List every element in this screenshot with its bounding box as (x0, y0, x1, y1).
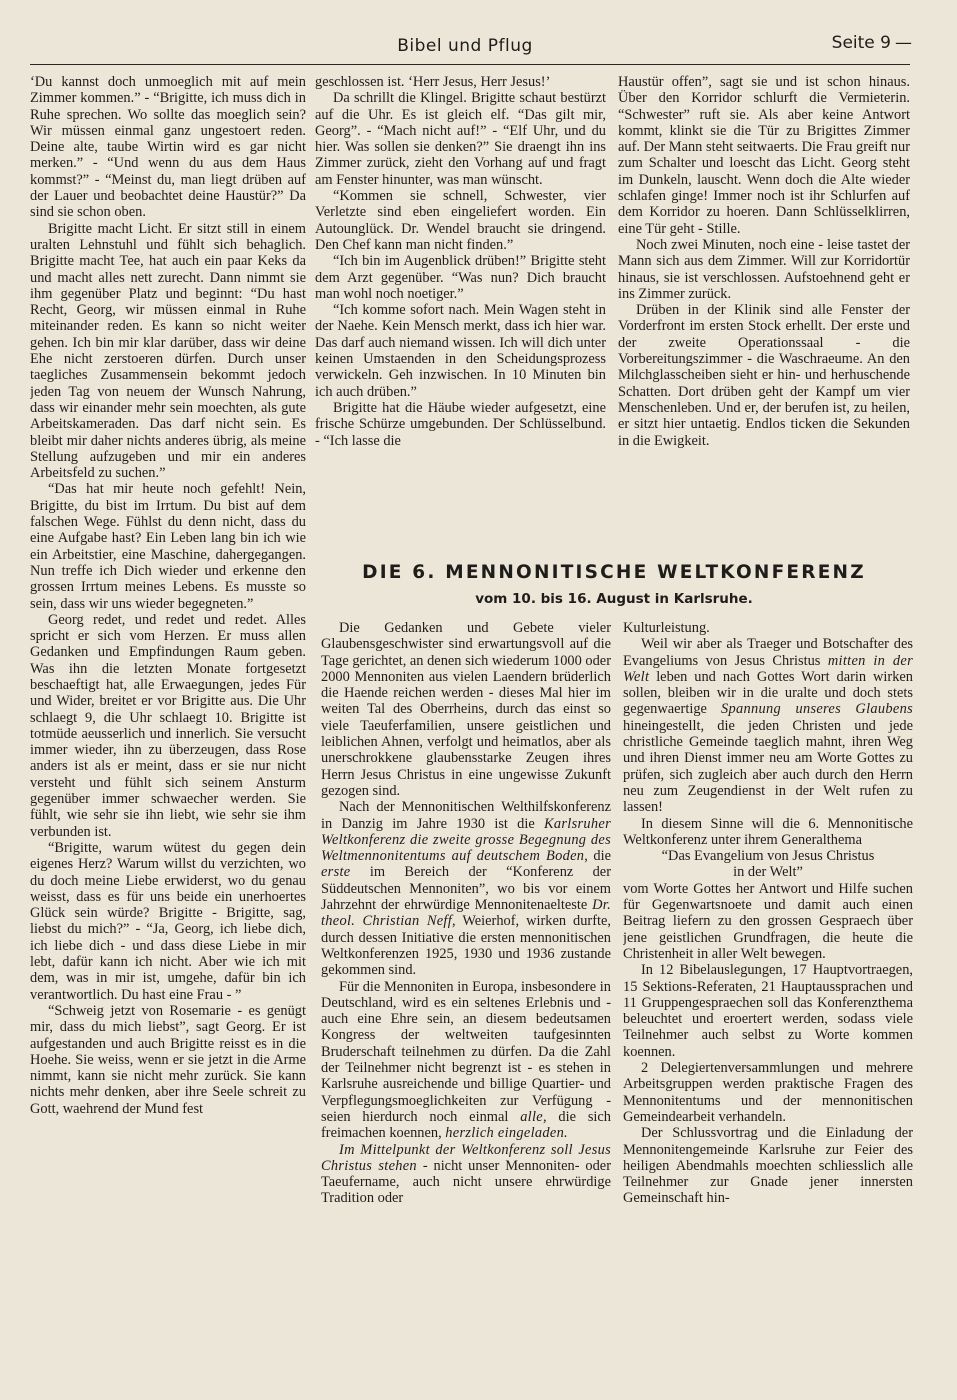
emphasis: erste (321, 864, 351, 881)
paragraph: Brigitte hat die Häube wieder aufgesetzt, eine frische Schürze umgebunden. Der Schlüsselbund. - “Ich lasse die (315, 399, 606, 449)
text-run: , die (584, 848, 611, 865)
paragraph (321, 1142, 611, 1207)
paragraph: Die Gedanken und Gebete vieler Glaubensgeschwister sind erwartungsvoll auf die Tage gerichtet, an denen sich wiederum 1000 oder 2000 Mennoniten aus vielen Laendern brüderlich die Haende reichen werden - dieses Mal hier im weiten Tal des Oberrheins, durch das einst so viele Taeuferfamilien, unsere geistlichen und leiblichen Ahnen, verfolgt und heimatlos, aber als unerschrokkene glaubensstarke Zeugen ihres Herrn Jesus Christus in eine ungewisse Zukunft gezogen sind. (321, 620, 611, 799)
text-run: leben und nach Gottes Wort darin wirken sollen, bleiben wir in die uralte und doch stets gegenwaertige (623, 668, 913, 718)
emphasis: herzlich eingeladen. (445, 1125, 568, 1142)
paragraph: vom Worte Gottes her Antwort und Hilfe suchen für Gegenwartsnoete und damit auch einen Beitrag liefern zu den grossen Gespraech über jene geistlichen Grundfragen, die heute die Christenheit in aller Welt bewegen. (623, 880, 913, 962)
emphasis: Karlsruher Weltkonferenz die zweite grosse Begegnung des Weltmennonitentums auf deutschem Boden (321, 815, 611, 865)
story-column-2 (315, 74, 606, 552)
article-column-2 (623, 620, 913, 1388)
article-column-1 (321, 620, 611, 1388)
paragraph: “Ich bin im Augenblick drüben!” Brigitte steht dem Arzt gegenüber. “Was nun? Dich braucht man wohl noch noetiger.” (315, 253, 606, 302)
page-header (0, 0, 957, 78)
story-column-3 (618, 74, 910, 552)
page-label: Seite 9 (831, 33, 891, 53)
theme-line: “Das Evangelium von Jesus Christus (661, 848, 875, 865)
paragraph (623, 636, 913, 815)
paragraph: 2 Delegiertenversammlungen und mehrere Arbeitsgruppen werden praktische Fragen des Mennonitentums und der mennonitischen Gemeindearbeit verhandeln. (623, 1060, 913, 1125)
paragraph: Noch zwei Minuten, noch eine - leise tastet der Mann sich aus dem Zimmer. Will zur Korridortür hinaus, sie ist verschlossen. Aufstoehnend geht er ins Zimmer zurück. (618, 236, 910, 302)
paragraph: ‘Du kannst doch unmoeglich mit auf mein Zimmer kommen.” - “Brigitte, ich muss dich in Ruhe sprechen. Wo sollte das moeglich sein? Wir müssen einmal ganz ungestoert reden. Deine alte, taube Wirtin wird es gar nicht merken.” - “Und wenn du aus dem Haus kommst?” - “Meinst du, man liegt drüben auf der Lauer und beobachtet deine Haustür?” Da sind sie schon oben. (30, 74, 306, 221)
running-title: Bibel und Pflug (397, 36, 533, 56)
story-column-1 (30, 74, 306, 1386)
paragraph: geschlossen ist. ‘Herr Jesus, Herr Jesus!’ (315, 74, 551, 90)
text-run: im Bereich der “Konferenz der Süddeutschen Mennoniten”, wo bis vor einem Jahrzehnt der ehrwürdige Mennonitenaelteste (321, 864, 611, 914)
paragraph: In 12 Bibelauslegungen, 17 Hauptvortraegen, 15 Sektions-Referaten, 21 Hauptaussprachen und 11 Gruppengespraechen soll das Konferenzthema beleuchtet und eroertert werden, sodass viele Teilnehmer auch selbst zu Worte kommen koennen. (623, 962, 913, 1060)
paragraph (321, 799, 611, 978)
paragraph: “Ich komme sofort nach. Mein Wagen steht in der Naehe. Kein Mensch merkt, dass ich hier war. Das darf auch niemand wissen. Ich will dich unter keinen Umstaenden in den Scheidungsprozess verwickeln. Geh inzwischen. In 10 Minuten bin ich auch drüben.” (315, 302, 606, 400)
paragraph: Kulturleistung. (623, 620, 710, 636)
emphasis: Im Mittelpunkt der Weltkonferenz soll Jesus Christus stehen (321, 1141, 611, 1174)
paragraph: In diesem Sinne will die 6. Mennonitische Weltkonferenz unter ihrem Generalthema (623, 815, 913, 848)
text-run: , Weierhof, wirken durfte, durch dessen Initiative die ersten mennonitischen Weltkonferenzen 1925, 1930 und 1936 zustande gekommen sind. (321, 913, 611, 979)
text-run: - nicht unser Mennoniten- oder Taeufername, auch nicht unsere ehrwürdige Tradition oder (321, 1157, 611, 1207)
text-run: Weil wir aber als Traeger und Botschafter des Evangeliums von Jesus Christus (623, 636, 913, 669)
header-rule (30, 64, 910, 65)
paragraph: “Das hat mir heute noch gefehlt! Nein, Brigitte, du bist im Irrtum. Du bist auf dem falschen Wege. Fühlst du denn nicht, dass du eine Aufgabe hast? Ein Leben lang bin ich wie ein Arbeitstier, eine Maschine, dahergegangen. Nun treffe ich Dich wieder und erkenne den grossen Irrtum meines Lebens. Es musste so sein, dass wir uns wieder begegneten.” (30, 481, 306, 612)
text-run: hineingestellt, die jeden Christen und jede christliche Gemeinde taeglich mahnt, ihren Weg und ihren Dienst immer neu am Worte Gottes zu prüfen, sich zugleich aber auch durch den Herrn neu zum Zeugendienst in der Welt rufen zu lassen! (623, 717, 913, 816)
text-run: , die sich freimachen koennen, (321, 1108, 611, 1142)
paragraph: Haustür offen”, sagt sie und ist schon hinaus. Über den Korridor schlurft die Vermieterin. “Schwester” ruft sie. Als aber keine Antwort kommt, klinkt sie die Tür zu Brigittes Zimmer auf. Der Mann steht seitwaerts. Die Frau greift nur zum Schalter und loescht das Licht. Georg steht im Dunkeln, lauscht. Wenn doch die Alte wieder schlafen ginge! Immer noch ist ihr Schlurfen auf dem Korridor zu hoeren. Dann Schlüsselklirren, eine Tür geht - Stille. (618, 74, 910, 237)
paragraph (321, 979, 611, 1142)
paragraph: “Schweig jetzt von Rosemarie - es genügt mir, dass du mich liebst”, sagt Georg. Er ist aufgestanden und auch Brigitte reisst es in die Hoehe. Sie weiss, wenn er sie jetzt in die Arme nimmt, kann sie nicht mehr zurück. Sie kann nichts mehr denken, aber ihre Seele schreit zu Gott, waehrend der Mund fest (30, 1002, 306, 1117)
theme-line: in der Welt” (733, 864, 803, 881)
text-run: Nach der Mennonitischen Welthilfskonferenz in Danzig im Jahre 1930 ist die (321, 799, 611, 832)
emphasis: alle (520, 1108, 543, 1125)
paragraph: Georg redet, und redet und redet. Alles spricht er sich vom Herzen. Er muss allen Gedanken und Empfindungen Raum geben. Was ihn die letzten Monate fortgesetzt beschaeftigt hat, alle Erwaegungen, jedes Für und Wider, breitet er vor Brigitte aus. Die Uhr schlaegt 9, die Uhr schlaegt 10. Brigitte ist totmüde aeusserlich und innerlich. Sie versucht immer wieder, ihn zu überzeugen, dass Rose anders ist als er meint, dass er sie nur nicht versteht und fühlt sich seinem Ansturm gegenüber immer schwaecher werden. Sie fühlt, wie sehr sie ihn liebt, wie sehr sie ihm verbunden ist. (30, 611, 306, 840)
page-dash: — (895, 33, 912, 53)
page-number (782, 33, 912, 53)
paragraph: Drüben in der Klinik sind alle Fenster der Vorderfront im ersten Stock erhellt. Der erste und der zweite Operationssaal - die Vorbereitungszimmer - die Waschraeume. An den Milchglasscheiben sieht er hin- und herhuschende Schatten. Dort drüben geht der Kampf um vier Menschenleben. Und er, der berufen ist, zu heilen, er sitzt hier untaetig. Endlos ticken die Sekunden in die Ewigkeit. (618, 302, 910, 449)
paragraph: “Brigitte, warum wütest du gegen dein eigenes Herz? Warum willst du verzichten, wo du doch meine Liebe erwiderst, wo du genau weisst, dass es für uns beide ein unerhoertes Glück sein würde? Brigitte - Brigitte, sag, liebst du mich?” - “Ja, Georg, ich liebe dich, ich liebe dich - und dass diese Liebe in mir lebt, dafür kann ich nicht. Aber wie ich mit dem, was in mir ist, umgehe, dafür bin ich verantwortlich. Du hast eine Frau - ” (30, 839, 306, 1003)
emphasis: Dr. theol. Christian Neff (321, 897, 611, 930)
emphasis: Spannung unseres Glaubens (721, 701, 913, 718)
emphasis: mitten in der Welt (623, 652, 913, 685)
paragraph: Der Schlussvortrag und die Einladung der Mennonitengemeinde Karlsruhe zur Feier des heiligen Abendmahls moechten schliesslich alle Teilnehmer zur Gnade jener innersten Gemeinschaft hin- (623, 1125, 913, 1207)
text-run: Für die Mennoniten in Europa, insbesondere in Deutschland, wird es ein seltenes Erlebnis und - auch eine Ehre sein, an diesem bedeutsamen Kongress der weltweiten taufgesinnten Bruderschaft teilnehmen zu dürfen. Da die Zahl der Teilnehmer nicht begrenzt ist - es stehen in Karlsruhe ausreichende und billige Quartier- und Verpflegungsmoeglichkeiten zur Verfügung - seien hierdurch noch einmal (321, 978, 611, 1125)
article-title: DIE 6. MENNONITISCHE WELTKONFERENZ (362, 562, 866, 583)
paragraph: Brigitte macht Licht. Er sitzt still in einem uralten Lehnstuhl und fühlt sich behaglich. Brigitte macht Tee, hat auch ein paar Keks da und macht alles nett zurecht. Dann nimmt sie ihm gegenüber Platz und beginnt: “Du hast Recht, Georg, wir müssen einmal in Ruhe miteinander reden. Es kann so nicht weiter gehen. Ich bin mir klar darüber, dass wir deine Ehe nicht zerstoeren dürfen. Durch unser taegliches Zusammensein bekommt jedoch jeden Tag von neuem der Wunsch Nahrung, dass wir einander mehr sein moechten, als gute Arbeitskameraden. Das darf nicht sein. Es bleibt mir daher nichts anderes übrig, als meine Stellung aufzugeben und mir ein anderes Arbeitsfeld zu suchen.” (30, 220, 306, 482)
paragraph: “Kommen sie schnell, Schwester, vier Verletzte sind eben eingeliefert worden. Ein Autounglück. Dr. Wendel braucht sie dringend. Den Chef kann man nicht finden.” (315, 188, 606, 253)
article-subtitle: vom 10. bis 16. August in Karlsruhe. (475, 591, 753, 607)
paragraph: Da schrillt die Klingel. Brigitte schaut bestürzt auf die Uhr. Es ist gleich elf. “Das gilt mir, Georg”. - “Mach nicht auf!” - “Elf Uhr, und du hier. Was sollen sie denken?” Sie draengt ihn ins Zimmer zurück, zieht den Vorhang auf und fragt am Fenster hinunter, was man wünscht. (315, 90, 606, 188)
